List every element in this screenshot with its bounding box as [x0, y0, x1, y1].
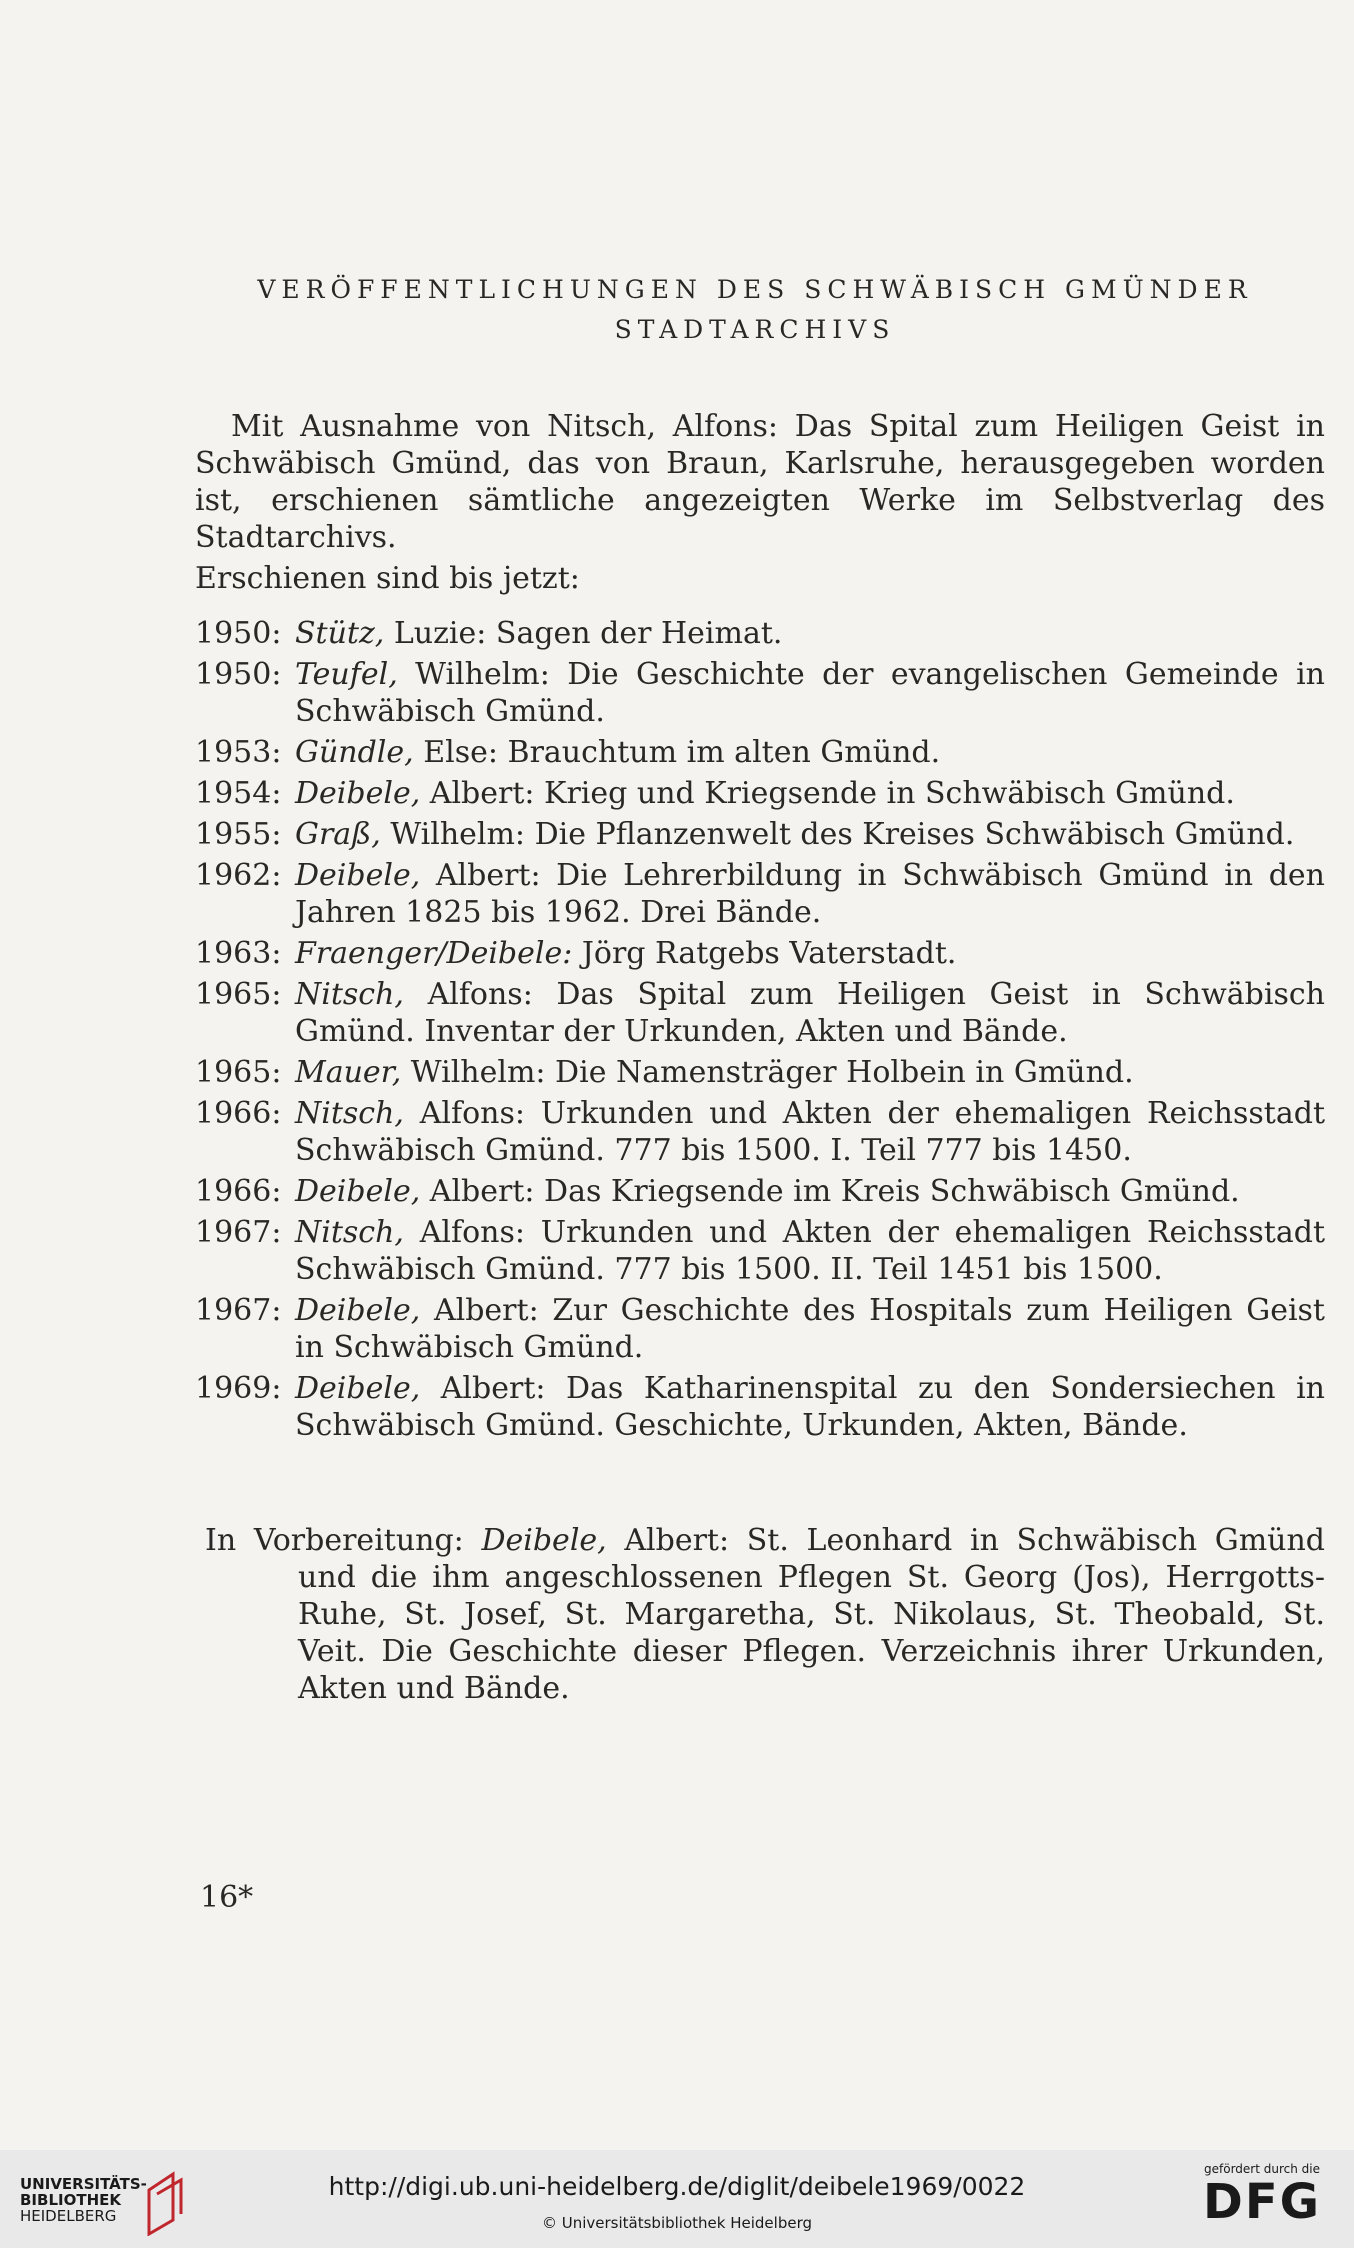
entry-title: Luzie: Sagen der Heimat.: [384, 616, 783, 651]
entry-year: 1963:: [195, 936, 282, 971]
entry-author: Deibele,: [295, 1371, 421, 1406]
entry-year: 1969:: [195, 1371, 282, 1406]
viewer-footer: [0, 2150, 1354, 2248]
list-item: [195, 1214, 1325, 1288]
entry-year: 1965:: [195, 1055, 282, 1090]
entry-text: [295, 1214, 1325, 1288]
entry-title: Alfons: Urkunden und Akten der ehemaligen Reichsstadt Schwäbisch Gmünd. 777 bis 1500. II. Teil 1451 bis 1500.: [295, 1215, 1325, 1287]
entry-title: Albert: Die Lehrerbildung in Schwäbisch Gmünd in den Jahren 1825 bis 1962. Drei Bände.: [295, 858, 1325, 930]
entry-title: Wilhelm: Die Namensträger Holbein in Gmünd.: [401, 1055, 1134, 1090]
entry-title: Albert: Das Katharinenspital zu den Sondersiechen in Schwäbisch Gmünd. Geschichte, Urkunden, Akten, Bände.: [295, 1371, 1325, 1443]
entry-title: Alfons: Urkunden und Akten der ehemaligen Reichsstadt Schwäbisch Gmünd. 777 bis 1500. I. Teil 777 bis 1450.: [295, 1096, 1325, 1168]
entry-author: Teufel,: [295, 657, 398, 692]
intro-paragraph: Mit Ausnahme von Nitsch, Alfons: Das Spital zum Heiligen Geist in Schwäbisch Gmünd, das von Braun, Karlsruhe, herausgegeben worden ist, erschienen sämtliche angezeigten Werke im Selbstverlag des Stadtarchivs.: [195, 409, 1325, 555]
entry-author: Deibele,: [295, 1174, 421, 1209]
entry-title: Else: Brauchtum im alten Gmünd.: [413, 735, 941, 770]
entry-title: Albert: Zur Geschichte des Hospitals zum Heiligen Geist in Schwäbisch Gmünd.: [295, 1293, 1325, 1365]
entry-title: Albert: Krieg und Kriegsende in Schwäbisch Gmünd.: [420, 776, 1235, 811]
entry-text: [295, 816, 1325, 853]
entry-title: Alfons: Das Spital zum Heiligen Geist in Schwäbisch Gmünd. Inventar der Urkunden, Akten und Bände.: [295, 977, 1325, 1049]
entry-author: Nitsch,: [295, 1215, 404, 1250]
entry-year: 1950:: [195, 657, 282, 692]
list-item: [195, 1370, 1325, 1444]
entry-text: [295, 1173, 1325, 1210]
entry-year: 1954:: [195, 776, 282, 811]
permalink-url[interactable]: http://digi.ub.uni-heidelberg.de/diglit/deibele1969/0022: [328, 2172, 1026, 2201]
page-number: 16*: [200, 1880, 254, 1915]
in-preparation-label: In Vorbereitung:: [205, 1523, 482, 1558]
entry-year: 1962:: [195, 858, 282, 893]
entry-author: Nitsch,: [295, 1096, 404, 1131]
in-preparation-paragraph: [205, 1522, 1325, 1707]
list-item: [195, 656, 1325, 730]
list-item: [195, 857, 1325, 931]
funded-by-label: gefördert durch die: [1204, 2162, 1320, 2176]
list-item: [195, 976, 1325, 1050]
entry-text: [295, 1095, 1325, 1169]
entry-text: [295, 734, 1325, 771]
list-item: [195, 775, 1325, 812]
list-item: [195, 1292, 1325, 1366]
entry-author: Stütz,: [295, 616, 385, 651]
entry-year: 1950:: [195, 616, 282, 651]
in-preparation-author: Deibele,: [481, 1523, 607, 1558]
published-heading: Erschienen sind bis jetzt:: [195, 561, 580, 596]
entry-author: Deibele,: [295, 858, 421, 893]
list-item: [195, 935, 1325, 972]
entry-text: [295, 1292, 1325, 1366]
entry-year: 1955:: [195, 817, 282, 852]
page-title-line-1: VERÖFFENTLICHUNGEN DES SCHWÄBISCH GMÜNDER: [257, 275, 1253, 304]
entry-text: [295, 976, 1325, 1050]
entry-text: [295, 935, 1325, 972]
entry-title: Wilhelm: Die Geschichte der evangelischen Gemeinde in Schwäbisch Gmünd.: [295, 657, 1325, 729]
list-item: [195, 734, 1325, 771]
entry-title: Jörg Ratgebs Vaterstadt.: [572, 936, 957, 971]
entry-title: Wilhelm: Die Pflanzenwelt des Kreises Schwäbisch Gmünd.: [380, 817, 1295, 852]
entry-author: Mauer,: [295, 1055, 402, 1090]
entry-text: [295, 1370, 1325, 1444]
entry-text: [295, 656, 1325, 730]
list-item: [195, 1173, 1325, 1210]
page-title-line-2: STADTARCHIVS: [614, 315, 896, 344]
entry-year: 1966:: [195, 1174, 282, 1209]
in-preparation-text: Albert: St. Leonhard in Schwäbisch Gmünd und die ihm angeschlossenen Pflegen St. Georg (Jos), Herrgotts-Ruhe, St. Josef, St. Margaretha, St. Nikolaus, St. Theobald, St. Veit. Die Geschichte dieser Pflegen. Verzeichnis ihrer Urkunden, Akten und Bände.: [298, 1523, 1326, 1706]
copyright-notice: © Universitätsbibliothek Heidelberg: [541, 2214, 812, 2232]
library-name-line-1: UNIVERSITÄTS-: [20, 2175, 147, 2193]
list-item: [195, 1054, 1325, 1091]
entry-text: [295, 1054, 1325, 1091]
entry-year: 1953:: [195, 735, 282, 770]
entry-text: [295, 775, 1325, 812]
library-name-line-3: HEIDELBERG: [20, 2207, 117, 2225]
entry-author: Deibele,: [295, 1293, 421, 1328]
entry-author: Graß,: [295, 817, 381, 852]
funder-logo[interactable]: [1192, 2162, 1332, 2228]
list-item: [195, 615, 1325, 652]
list-item: [195, 816, 1325, 853]
entry-author: Fraenger/Deibele:: [295, 936, 573, 971]
entry-text: [295, 615, 1325, 652]
list-item: [195, 1095, 1325, 1169]
entry-author: Deibele,: [295, 776, 421, 811]
entry-year: 1966:: [195, 1096, 282, 1131]
dfg-logo-text: DFG: [1202, 2174, 1322, 2230]
entry-author: Gündle,: [295, 735, 414, 770]
library-name-line-2: BIBLIOTHEK: [20, 2191, 121, 2209]
entry-year: 1967:: [195, 1215, 282, 1250]
publication-list: [195, 615, 1325, 1448]
entry-year: 1965:: [195, 977, 282, 1012]
entry-author: Nitsch,: [295, 977, 404, 1012]
entry-year: 1967:: [195, 1293, 282, 1328]
entry-text: [295, 857, 1325, 931]
entry-title: Albert: Das Kriegsende im Kreis Schwäbisch Gmünd.: [420, 1174, 1240, 1209]
